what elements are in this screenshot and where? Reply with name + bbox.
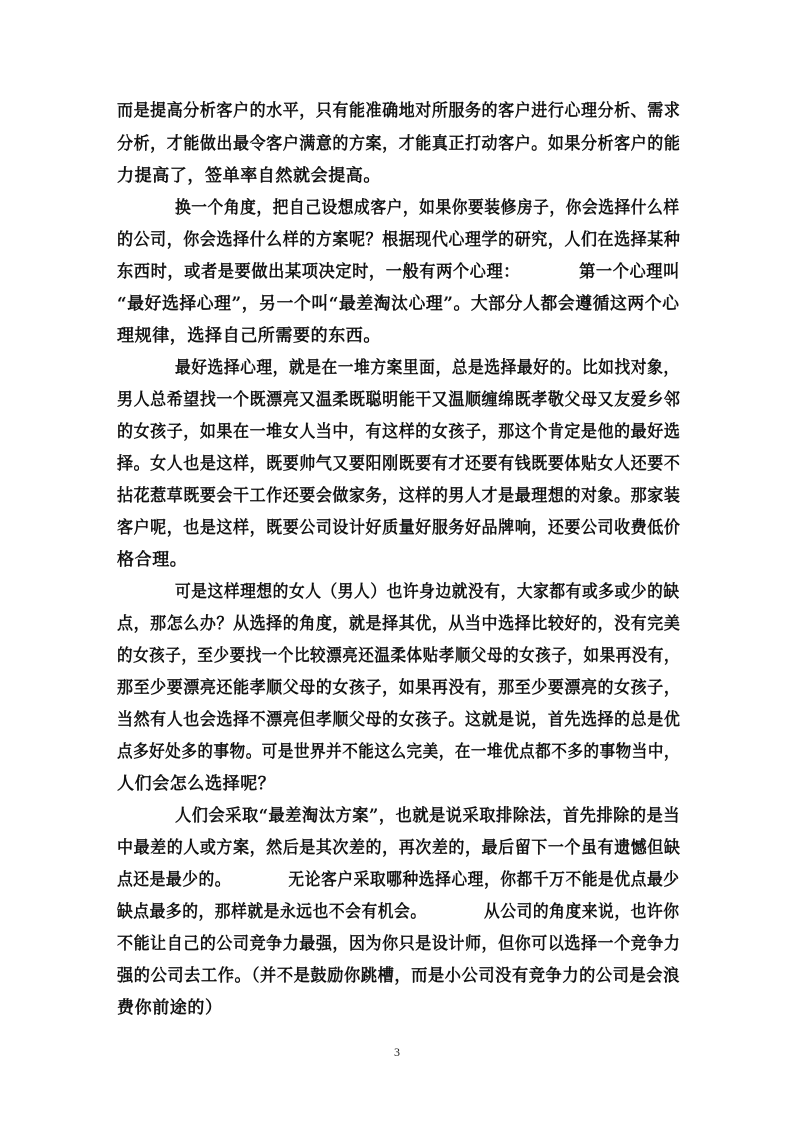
text-line: 费你前途的） xyxy=(117,998,223,1018)
text-line: 的女孩子，至少要找一个比较漂亮还温柔体贴孝顺父母的女孩子，如果再没有， xyxy=(117,646,681,666)
text-line: 强的公司去工作。（并不是鼓励你跳槽，而是小公司没有竞争力的公司是会浪 xyxy=(117,966,680,986)
text-line: 当然有人也会选择不漂亮但孝顺父母的女孩子。这就是说，首先选择的总是优 xyxy=(117,710,681,730)
text-line: 点，那怎么办？从选择的角度，就是择其优，从当中选择比较好的，没有完美 xyxy=(117,614,681,634)
page-number: 3 xyxy=(394,1045,400,1059)
text-line: 那至少要漂亮还能孝顺父母的女孩子，如果再没有，那至少要漂亮的女孩子， xyxy=(117,678,681,698)
text-line: 客户呢，也是这样，既要公司设计好质量好服务好品牌响，还要公司收费低价 xyxy=(117,518,681,538)
text-line: 可是这样理想的女人（男人）也许身边就没有，大家都有或多或少的缺 xyxy=(175,582,680,602)
text-line: 择。女人也是这样，既要帅气又要阳刚既要有才还要有钱既要体贴女人还要不 xyxy=(117,454,681,474)
text-line: 点还是最少的。 无论客户采取哪种选择心理，你都千万不能是优点最少 xyxy=(117,870,680,890)
text-line: 东西时，或者是要做出某项决定时，一般有两个心理： 第一个心理叫 xyxy=(117,262,680,282)
text-line: “最好选择心理”，另一个叫“最差淘汰心理”。大部分人都会遵循这两个心 xyxy=(117,294,680,314)
text-line: 男人总希望找一个既漂亮又温柔既聪明能干又温顺缠绵既孝敬父母又友爱乡邻 xyxy=(117,390,681,410)
text-line: 人们会采取“最差淘汰方案”，也就是说采取排除法，首先排除的是当 xyxy=(175,806,681,826)
text-line: 的公司，你会选择什么样的方案呢？根据现代心理学的研究，人们在选择某种 xyxy=(117,230,681,250)
text-line: 人们会怎么选择呢？ xyxy=(117,774,276,794)
text-line: 而是提高分析客户的水平，只有能准确地对所服务的客户进行心理分析、需求 xyxy=(117,101,681,121)
text-line: 分析，才能做出最令客户满意的方案，才能真正打动客户。如果分析客户的能 xyxy=(117,134,681,154)
text-line: 换一个角度，把自己设想成客户，如果你要装修房子，你会选择什么样 xyxy=(175,198,680,218)
text-line: 不能让自己的公司竞争力最强，因为你只是设计师，但你可以选择一个竞争力 xyxy=(117,934,681,954)
text-line: 中最差的人或方案，然后是其次差的，再次差的，最后留下一个虽有遗憾但缺 xyxy=(117,838,681,858)
text-line: 的女孩子，如果在一堆女人当中，有这样的女孩子，那这个肯定是他的最好选 xyxy=(117,422,681,442)
text-line: 最好选择心理，就是在一堆方案里面，总是选择最好的。比如找对象， xyxy=(175,358,680,378)
text-line: 点多好处多的事物。可是世界并不能这么完美，在一堆优点都不多的事物当中， xyxy=(117,742,681,762)
text-line: 格合理。 xyxy=(117,550,188,570)
text-line: 缺点最多的，那样就是永远也不会有机会。 从公司的角度来说，也许你 xyxy=(117,902,680,922)
text-line: 力提高了，签单率自然就会提高。 xyxy=(117,166,381,186)
text-line: 理规律，选择自己所需要的东西。 xyxy=(117,326,381,346)
text-line: 拈花惹草既要会干工作还要会做家务，这样的男人才是最理想的对象。那家装 xyxy=(117,486,681,506)
